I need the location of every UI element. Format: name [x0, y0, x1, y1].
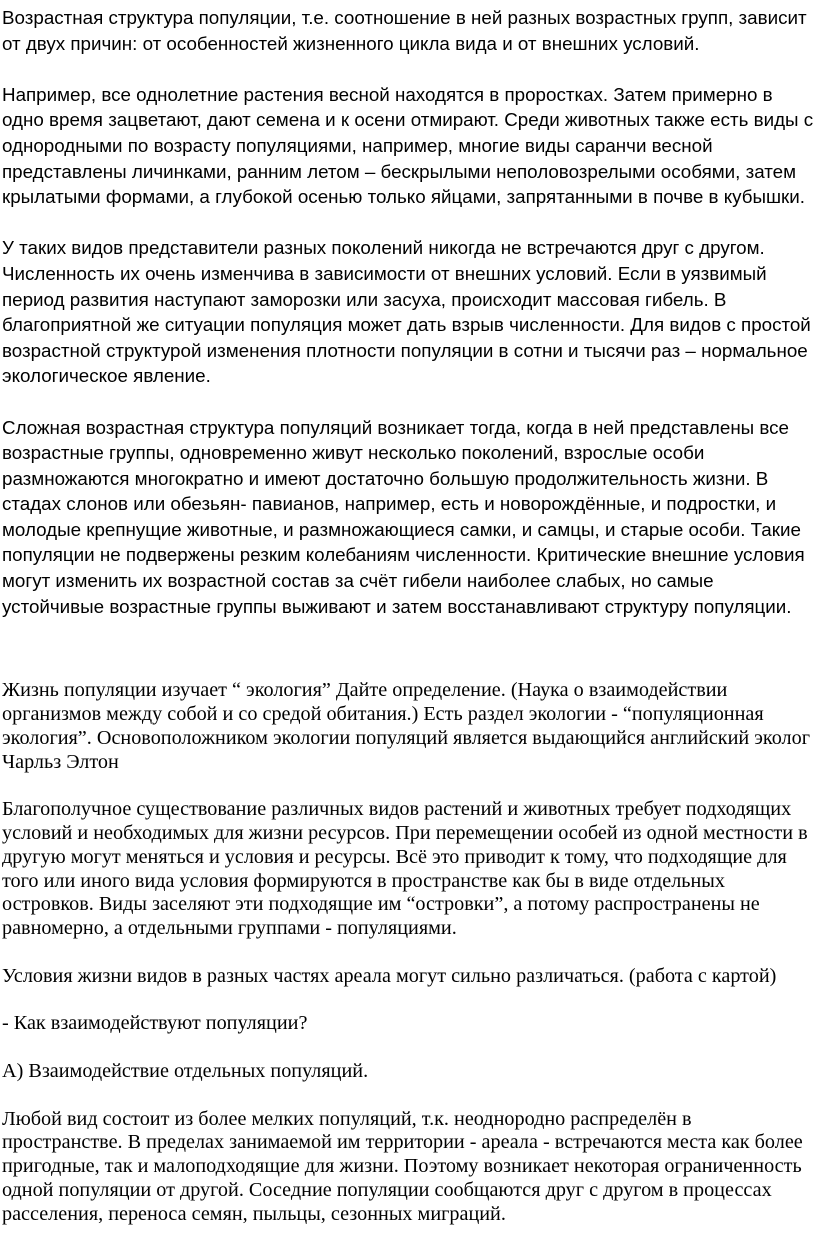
paragraph-age-structure-intro: Возрастная структура популяции, т.е. соотношение в ней разных возрастных групп, зависит от двух причин: от особенностей жизненного цикла вида и от внешних условий.	[2, 7, 807, 54]
paragraph-simple-structure: У таких видов представители разных поколений никогда не встречаются друг с другом. Численность их очень изменчива в зависимости от внешних условий. Если в уязвимый период развития наступают заморозки или засуха, происходит массовая гибель. В благоприятной же ситуации популяция может дать взрыв численности. Для видов с простой возрастной структурой изменения плотности популяции в сотни и тысячи раз – нормальное экологическое явление.	[2, 237, 811, 387]
paragraph-range-conditions: Условия жизни видов в разных частях ареала могут сильно различаться. (работа с картой)	[2, 964, 777, 987]
paragraph-populations-communicate: Любой вид состоит из более мелких популяций, т.к. неоднородно распределён в пространстве. В пределах занимаемой им территории - ареала - встречаются места как более пригодные, так и малоподходящие для жизни. Поэтому возникает некоторая ограниченность одной популяции от другой. Соседние популяции сообщаются друг с другом в процессах расселения, переноса семян, пыльцы, сезонных миграций.	[2, 1107, 803, 1225]
population-ecology-section	[2, 679, 814, 1226]
paragraph-subheading-a: А) Взаимодействие отдельных популяций.	[2, 1060, 369, 1082]
paragraph-habitat-islands: Благополучное существование различных видов растений и животных требует подходящих условий и необходимых для жизни ресурсов. При перемещении особей из одной местности в другую могут меняться и условия и ресурсы. Всё это приводит к тому, что подходящие для того или иного вида условия формируются в пространстве как бы в виде отдельных островков. Виды заселяют эти подходящие им “островки”, а потому распространены не равномерно, а отдельными группами - популяциями.	[2, 798, 808, 940]
paragraph-ecology-definition: Жизнь популяции изучает “ экология” Дайте определение. (Наука о взаимодействии организмов между собой и со средой обитания.) Есть раздел экологии - “популяционная экология”. Основоположником экологии популяций является выдающийся английский эколог Чарльз Элтон	[2, 679, 810, 773]
paragraph-complex-structure: Сложная возрастная структура популяций возникает тогда, когда в ней представлены все возрастные группы, одновременно живут несколько поколений, взрослые особи размножаются многократно и имеют достаточно большую продолжительность жизни. В стадах слонов или обезьян- павианов, например, есть и новорождённые, и подростки, и молодые крепнущие животные, и размножающиеся самки, и самцы, и старые особи. Такие популяции не подвержены резким колебаниям численности. Критические внешние условия могут изменить их возрастной состав за счёт гибели наиболее слабых, но самые устойчивые возрастные группы выживают и затем восстанавливают структуру популяции.	[2, 416, 805, 617]
age-structure-section	[2, 5, 814, 619]
paragraph-question-interaction: - Как взаимодействуют популяции?	[2, 1012, 308, 1035]
paragraph-annual-plants-example: Например, все однолетние растения весной находятся в проростках. Затем примерно в одно время зацветают, дают семена и к осени отмирают. Среди животных также есть виды с однородными по возрасту популяциями, например, многие виды саранчи весной представлены личинками, ранним летом – бескрылыми неполовозрелыми особями, затем крылатыми формами, а глубокой осенью только яйцами, запрятанными в почве в кубышки.	[2, 83, 814, 208]
